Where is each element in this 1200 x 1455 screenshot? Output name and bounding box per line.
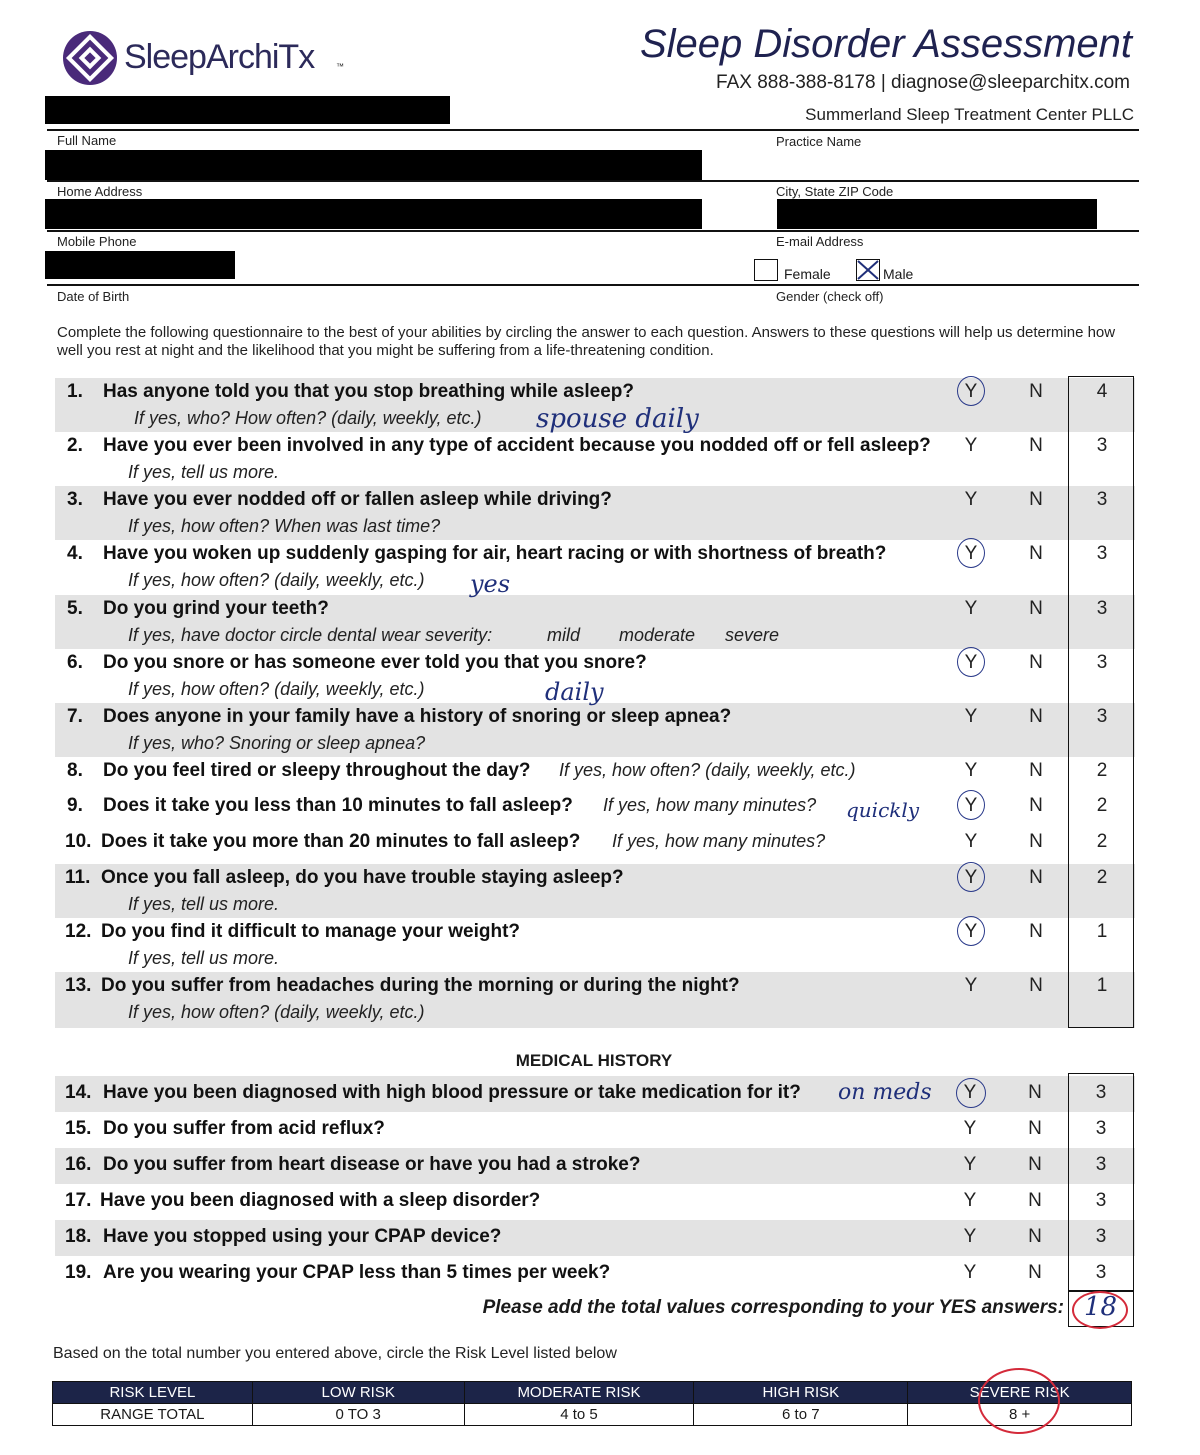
email-label: E-mail Address — [776, 234, 864, 249]
question-text: Have you been diagnosed with high blood pressure or take medication for it? — [103, 1082, 801, 1103]
points-value: 3 — [1096, 435, 1108, 456]
question-number: 2. — [67, 435, 83, 456]
question-subtext: If yes, how often? (daily, weekly, etc.) — [559, 760, 856, 780]
redaction-address — [45, 150, 702, 180]
no-option[interactable]: N — [1028, 1262, 1042, 1283]
question-number: 6. — [67, 652, 83, 673]
question-number: 18. — [65, 1226, 92, 1247]
redaction-phone — [45, 199, 702, 229]
no-option[interactable]: N — [1028, 1118, 1042, 1139]
no-option[interactable]: N — [1029, 921, 1043, 942]
points-value: 1 — [1096, 975, 1108, 996]
points-value: 3 — [1096, 489, 1108, 510]
points-box-medical — [1068, 1073, 1134, 1291]
question-subtext: If yes, who? How often? (daily, weekly, etc.) — [134, 408, 482, 428]
yes-option[interactable]: Y — [964, 795, 978, 816]
home-address-label: Home Address — [57, 184, 143, 199]
yes-circle — [957, 647, 985, 677]
question-text: Have you been diagnosed with a sleep disorder? — [100, 1190, 541, 1211]
risk-table — [52, 1381, 1132, 1426]
yes-circle — [956, 1078, 986, 1108]
female-label: Female — [784, 266, 831, 282]
divider — [47, 129, 1139, 131]
question-text: Do you feel tired or sleepy throughout the day? — [103, 760, 531, 781]
full-name-label: Full Name — [57, 133, 117, 148]
yes-option[interactable]: Y — [963, 1226, 977, 1247]
redaction-dob — [45, 251, 235, 279]
no-option[interactable]: N — [1029, 543, 1043, 564]
question-text: Has anyone told you that you stop breathing while asleep? — [103, 381, 635, 402]
handwritten-answer[interactable]: quickly — [846, 798, 920, 822]
yes-circle — [957, 538, 985, 568]
risk-header-cell: SEVERE RISK — [908, 1382, 1132, 1404]
risk-header-cell: RISK LEVEL — [53, 1382, 253, 1404]
question-text: Do you suffer from acid reflux? — [103, 1118, 385, 1139]
points-value: 3 — [1095, 1154, 1107, 1175]
yes-circle — [957, 862, 985, 892]
risk-range-cell[interactable]: 4 to 5 — [464, 1404, 694, 1426]
points-value: 3 — [1095, 1262, 1107, 1283]
logo — [60, 28, 360, 92]
redaction-name — [45, 96, 450, 124]
yes-option[interactable]: Y — [963, 1190, 977, 1211]
no-option[interactable]: N — [1029, 598, 1043, 619]
yes-circle — [957, 790, 985, 820]
medical-history-heading: MEDICAL HISTORY — [515, 1051, 673, 1070]
logo-text: SleepArchiTx — [124, 38, 315, 76]
question-subtext: If yes, tell us more. — [128, 948, 280, 968]
risk-header-cell: LOW RISK — [252, 1382, 464, 1404]
risk-header-cell: MODERATE RISK — [464, 1382, 694, 1404]
divider — [47, 230, 1139, 232]
question-subtext: If yes, have doctor circle dental wear severity: — [128, 625, 493, 645]
yes-option[interactable]: Y — [963, 1118, 977, 1139]
male-label: Male — [883, 266, 914, 282]
yes-option[interactable]: Y — [964, 598, 978, 619]
yes-option[interactable]: Y — [964, 867, 978, 888]
question-number: 13. — [65, 975, 92, 996]
question-subtext: If yes, tell us more. — [128, 894, 280, 914]
question-number: 5. — [67, 598, 83, 619]
points-value: 3 — [1095, 1190, 1107, 1211]
divider — [47, 284, 1139, 286]
question-subtext: If yes, how often? (daily, weekly, etc.) — [128, 1002, 425, 1022]
yes-circle — [957, 376, 985, 406]
risk-range-cell: RANGE TOTAL — [53, 1404, 253, 1426]
question-text: Have you ever nodded off or fallen asleep while driving? — [103, 489, 612, 510]
question-subtext: If yes, how many minutes? — [612, 831, 826, 851]
no-option[interactable]: N — [1028, 1154, 1042, 1175]
question-number: 19. — [65, 1262, 92, 1283]
no-option[interactable]: N — [1029, 867, 1043, 888]
check-x-icon — [856, 259, 880, 281]
points-value: 2 — [1096, 760, 1108, 781]
practice-name-label: Practice Name — [776, 134, 862, 149]
redaction-city — [777, 199, 1097, 229]
yes-option[interactable]: Y — [964, 760, 978, 781]
question-number: 17. — [65, 1190, 92, 1211]
question-text: Have you ever been involved in any type of accident because you nodded off or fell asleep? — [103, 435, 931, 456]
points-value: 3 — [1095, 1226, 1107, 1247]
handwritten-answer[interactable]: spouse daily — [536, 404, 699, 434]
no-option[interactable]: N — [1029, 795, 1043, 816]
question-subtext: If yes, how often? (daily, weekly, etc.) — [128, 570, 425, 590]
yes-option[interactable]: Y — [964, 652, 978, 673]
risk-range-cell[interactable]: 8 + — [908, 1404, 1132, 1426]
no-option[interactable]: N — [1029, 652, 1043, 673]
question-text: Does anyone in your family have a history of snoring or sleep apnea? — [103, 706, 732, 727]
question-number: 3. — [67, 489, 83, 510]
no-option[interactable]: N — [1028, 1226, 1042, 1247]
dob-label: Date of Birth — [57, 289, 130, 304]
female-checkbox[interactable] — [754, 259, 778, 281]
mobile-phone-label: Mobile Phone — [57, 234, 137, 249]
risk-range-cell[interactable]: 6 to 7 — [694, 1404, 908, 1426]
question-number: 14. — [65, 1082, 92, 1103]
yes-option[interactable]: Y — [964, 435, 978, 456]
question-text: Do you suffer from headaches during the morning or during the night? — [101, 975, 740, 996]
risk-instructions: Based on the total number you entered above, circle the Risk Level listed below — [53, 1345, 617, 1362]
question-number: 9. — [67, 795, 83, 816]
points-value: 4 — [1096, 381, 1108, 402]
question-text: Does it take you less than 10 minutes to fall asleep? — [103, 795, 573, 816]
question-text: Have you woken up suddenly gasping for air, heart racing or with shortness of breath? — [103, 543, 887, 564]
city-state-zip-label: City, State ZIP Code — [776, 184, 894, 199]
points-value: 2 — [1096, 867, 1108, 888]
risk-header-row — [53, 1382, 1132, 1404]
severe-risk-circle — [978, 1368, 1060, 1434]
no-option[interactable]: N — [1028, 1082, 1042, 1103]
points-value: 3 — [1096, 706, 1108, 727]
total-value: 18 — [1084, 1292, 1118, 1322]
risk-range-cell[interactable]: 0 TO 3 — [252, 1404, 464, 1426]
points-value: 2 — [1096, 795, 1108, 816]
question-subtext: If yes, how often? When was last time? — [128, 516, 441, 536]
no-option[interactable]: N — [1029, 489, 1043, 510]
question-number: 8. — [67, 760, 83, 781]
question-text: Are you wearing your CPAP less than 5 times per week? — [103, 1262, 611, 1283]
severity-option[interactable]: moderate — [619, 625, 696, 645]
points-value: 3 — [1095, 1082, 1107, 1103]
question-text: Do you find it difficult to manage your weight? — [101, 921, 521, 942]
points-value: 3 — [1095, 1118, 1107, 1139]
question-number: 16. — [65, 1154, 92, 1175]
points-value: 3 — [1096, 598, 1108, 619]
no-option[interactable]: N — [1029, 975, 1043, 996]
question-number: 12. — [65, 921, 92, 942]
question-text: Do you snore or has someone ever told you that you snore? — [103, 652, 647, 673]
yes-option[interactable]: Y — [964, 975, 978, 996]
points-value: 3 — [1096, 652, 1108, 673]
yes-option[interactable]: Y — [964, 831, 978, 852]
points-value: 3 — [1096, 543, 1108, 564]
logo-icon — [60, 28, 120, 88]
page-title: Sleep Disorder Assessment — [639, 22, 1132, 66]
question-number: 4. — [67, 543, 83, 564]
male-checkbox[interactable] — [856, 259, 880, 281]
question-number: 15. — [65, 1118, 92, 1139]
question-text: Do you suffer from heart disease or have you had a stroke? — [103, 1154, 641, 1175]
question-subtext: If yes, how often? (daily, weekly, etc.) — [128, 679, 425, 699]
question-text: Have you stopped using your CPAP device? — [103, 1226, 502, 1247]
risk-range-row — [53, 1404, 1132, 1426]
points-value: 2 — [1096, 831, 1108, 852]
yes-option[interactable]: Y — [964, 543, 978, 564]
no-option[interactable]: N — [1028, 1190, 1042, 1211]
yes-option[interactable]: Y — [964, 489, 978, 510]
divider — [47, 180, 1139, 182]
question-subtext: If yes, who? Snoring or sleep apnea? — [128, 733, 426, 753]
handwritten-answer[interactable]: on meds — [838, 1080, 932, 1105]
yes-option[interactable]: Y — [963, 1154, 977, 1175]
no-option[interactable]: N — [1029, 381, 1043, 402]
question-subtext: If yes, how many minutes? — [603, 795, 817, 815]
question-text: Once you fall asleep, do you have trouble staying asleep? — [101, 867, 624, 888]
points-value: 1 — [1096, 921, 1108, 942]
handwritten-answer[interactable]: daily — [545, 678, 604, 706]
yes-option[interactable]: Y — [964, 706, 978, 727]
question-number: 1. — [67, 381, 83, 402]
severity-option[interactable]: mild — [547, 625, 581, 645]
contact-line: FAX 888-388-8178 | diagnose@sleeparchitx.com — [716, 72, 1130, 93]
question-text: Do you grind your teeth? — [103, 598, 329, 619]
practice-name-value: Summerland Sleep Treatment Center PLLC — [805, 105, 1134, 124]
severity-option[interactable]: severe — [725, 625, 780, 645]
no-option[interactable]: N — [1029, 435, 1043, 456]
no-option[interactable]: N — [1029, 831, 1043, 852]
yes-option[interactable]: Y — [964, 381, 978, 402]
yes-option[interactable]: Y — [963, 1262, 977, 1283]
yes-circle — [957, 916, 985, 946]
no-option[interactable]: N — [1029, 706, 1043, 727]
total-prompt: Please add the total values corresponding to your YES answers: — [482, 1297, 1064, 1318]
logo-tm: ™ — [336, 62, 344, 71]
risk-header-cell: HIGH RISK — [694, 1382, 908, 1404]
yes-option[interactable]: Y — [963, 1082, 977, 1103]
question-number: 10. — [65, 831, 92, 852]
question-number: 7. — [67, 706, 83, 727]
question-text: Does it take you more than 20 minutes to fall asleep? — [101, 831, 581, 852]
question-number: 11. — [65, 867, 91, 888]
handwritten-answer[interactable]: yes — [470, 570, 511, 598]
gender-label: Gender (check off) — [776, 289, 884, 304]
question-subtext: If yes, tell us more. — [128, 462, 280, 482]
no-option[interactable]: N — [1029, 760, 1043, 781]
instructions: Complete the following questionnaire to the best of your abilities by circling the answer to each question. Answers to these questions will help us determine how well you rest at night and the likelihood that you might be suffering from a life-threatening condition. — [57, 324, 1116, 359]
yes-option[interactable]: Y — [964, 921, 978, 942]
